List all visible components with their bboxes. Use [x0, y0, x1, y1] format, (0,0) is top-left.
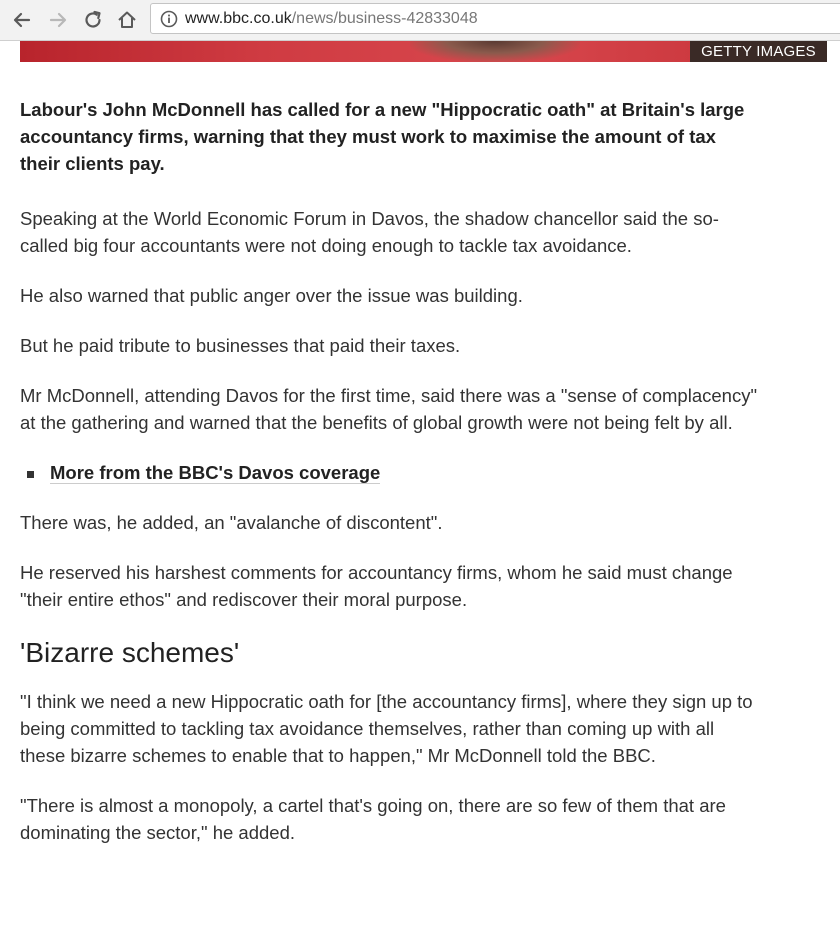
paragraph: There was, he added, an "avalanche of discontent".	[20, 512, 443, 533]
back-arrow-icon	[9, 7, 35, 33]
forward-button[interactable]	[45, 7, 71, 33]
image-credit: GETTY IMAGES	[690, 41, 827, 62]
url-text[interactable]	[185, 10, 478, 28]
hero-image-detail	[410, 41, 580, 62]
paragraph: He also warned that public anger over the issue was building.	[20, 285, 523, 306]
section-subheading: 'Bizarre schemes'	[20, 637, 240, 668]
home-icon	[114, 7, 140, 33]
browser-toolbar	[0, 0, 840, 41]
related-links-list	[20, 459, 760, 486]
paragraph: Mr McDonnell, attending Davos for the first time, said there was a "sense of complacency" at the gathering and warned that the benefits of global growth were not being felt by all.	[20, 385, 758, 433]
url-path: /news/business-42833048	[291, 10, 478, 27]
bullet-marker	[27, 471, 34, 478]
reload-icon	[80, 7, 106, 33]
paragraph: He reserved his harshest comments for accountancy firms, whom he said must change "their entire ethos" and rediscover their moral purpose.	[20, 562, 733, 610]
article-body	[20, 96, 760, 869]
article-intro: Labour's John McDonnell has called for a new "Hippocratic oath" at Britain's large accountancy firms, warning that they must work to maximise the amount of tax their clients pay.	[20, 99, 745, 174]
url-host: www.bbc.co.uk	[185, 10, 292, 27]
address-bar[interactable]	[150, 3, 840, 34]
back-button[interactable]	[9, 7, 35, 33]
home-button[interactable]	[114, 7, 140, 33]
info-icon[interactable]	[160, 10, 178, 28]
related-link-item	[20, 459, 760, 486]
related-link-davos-coverage[interactable]: More from the BBC's Davos coverage	[50, 462, 381, 483]
paragraph: But he paid tribute to businesses that paid their taxes.	[20, 335, 461, 356]
paragraph: Speaking at the World Economic Forum in Davos, the shadow chancellor said the so-called big four accountants were not doing enough to tackle tax avoidance.	[20, 208, 719, 256]
paragraph: "There is almost a monopoly, a cartel that's going on, there are so few of them that are dominating the sector," he added.	[20, 795, 726, 843]
reload-button[interactable]	[80, 7, 106, 33]
forward-arrow-icon	[45, 7, 71, 33]
paragraph: "I think we need a new Hippocratic oath for [the accountancy firms], where they sign up to being committed to tackling tax avoidance themselves, rather than coming up with all these bizarre schemes to enable that to happen," Mr McDonnell told the BBC.	[20, 691, 753, 766]
